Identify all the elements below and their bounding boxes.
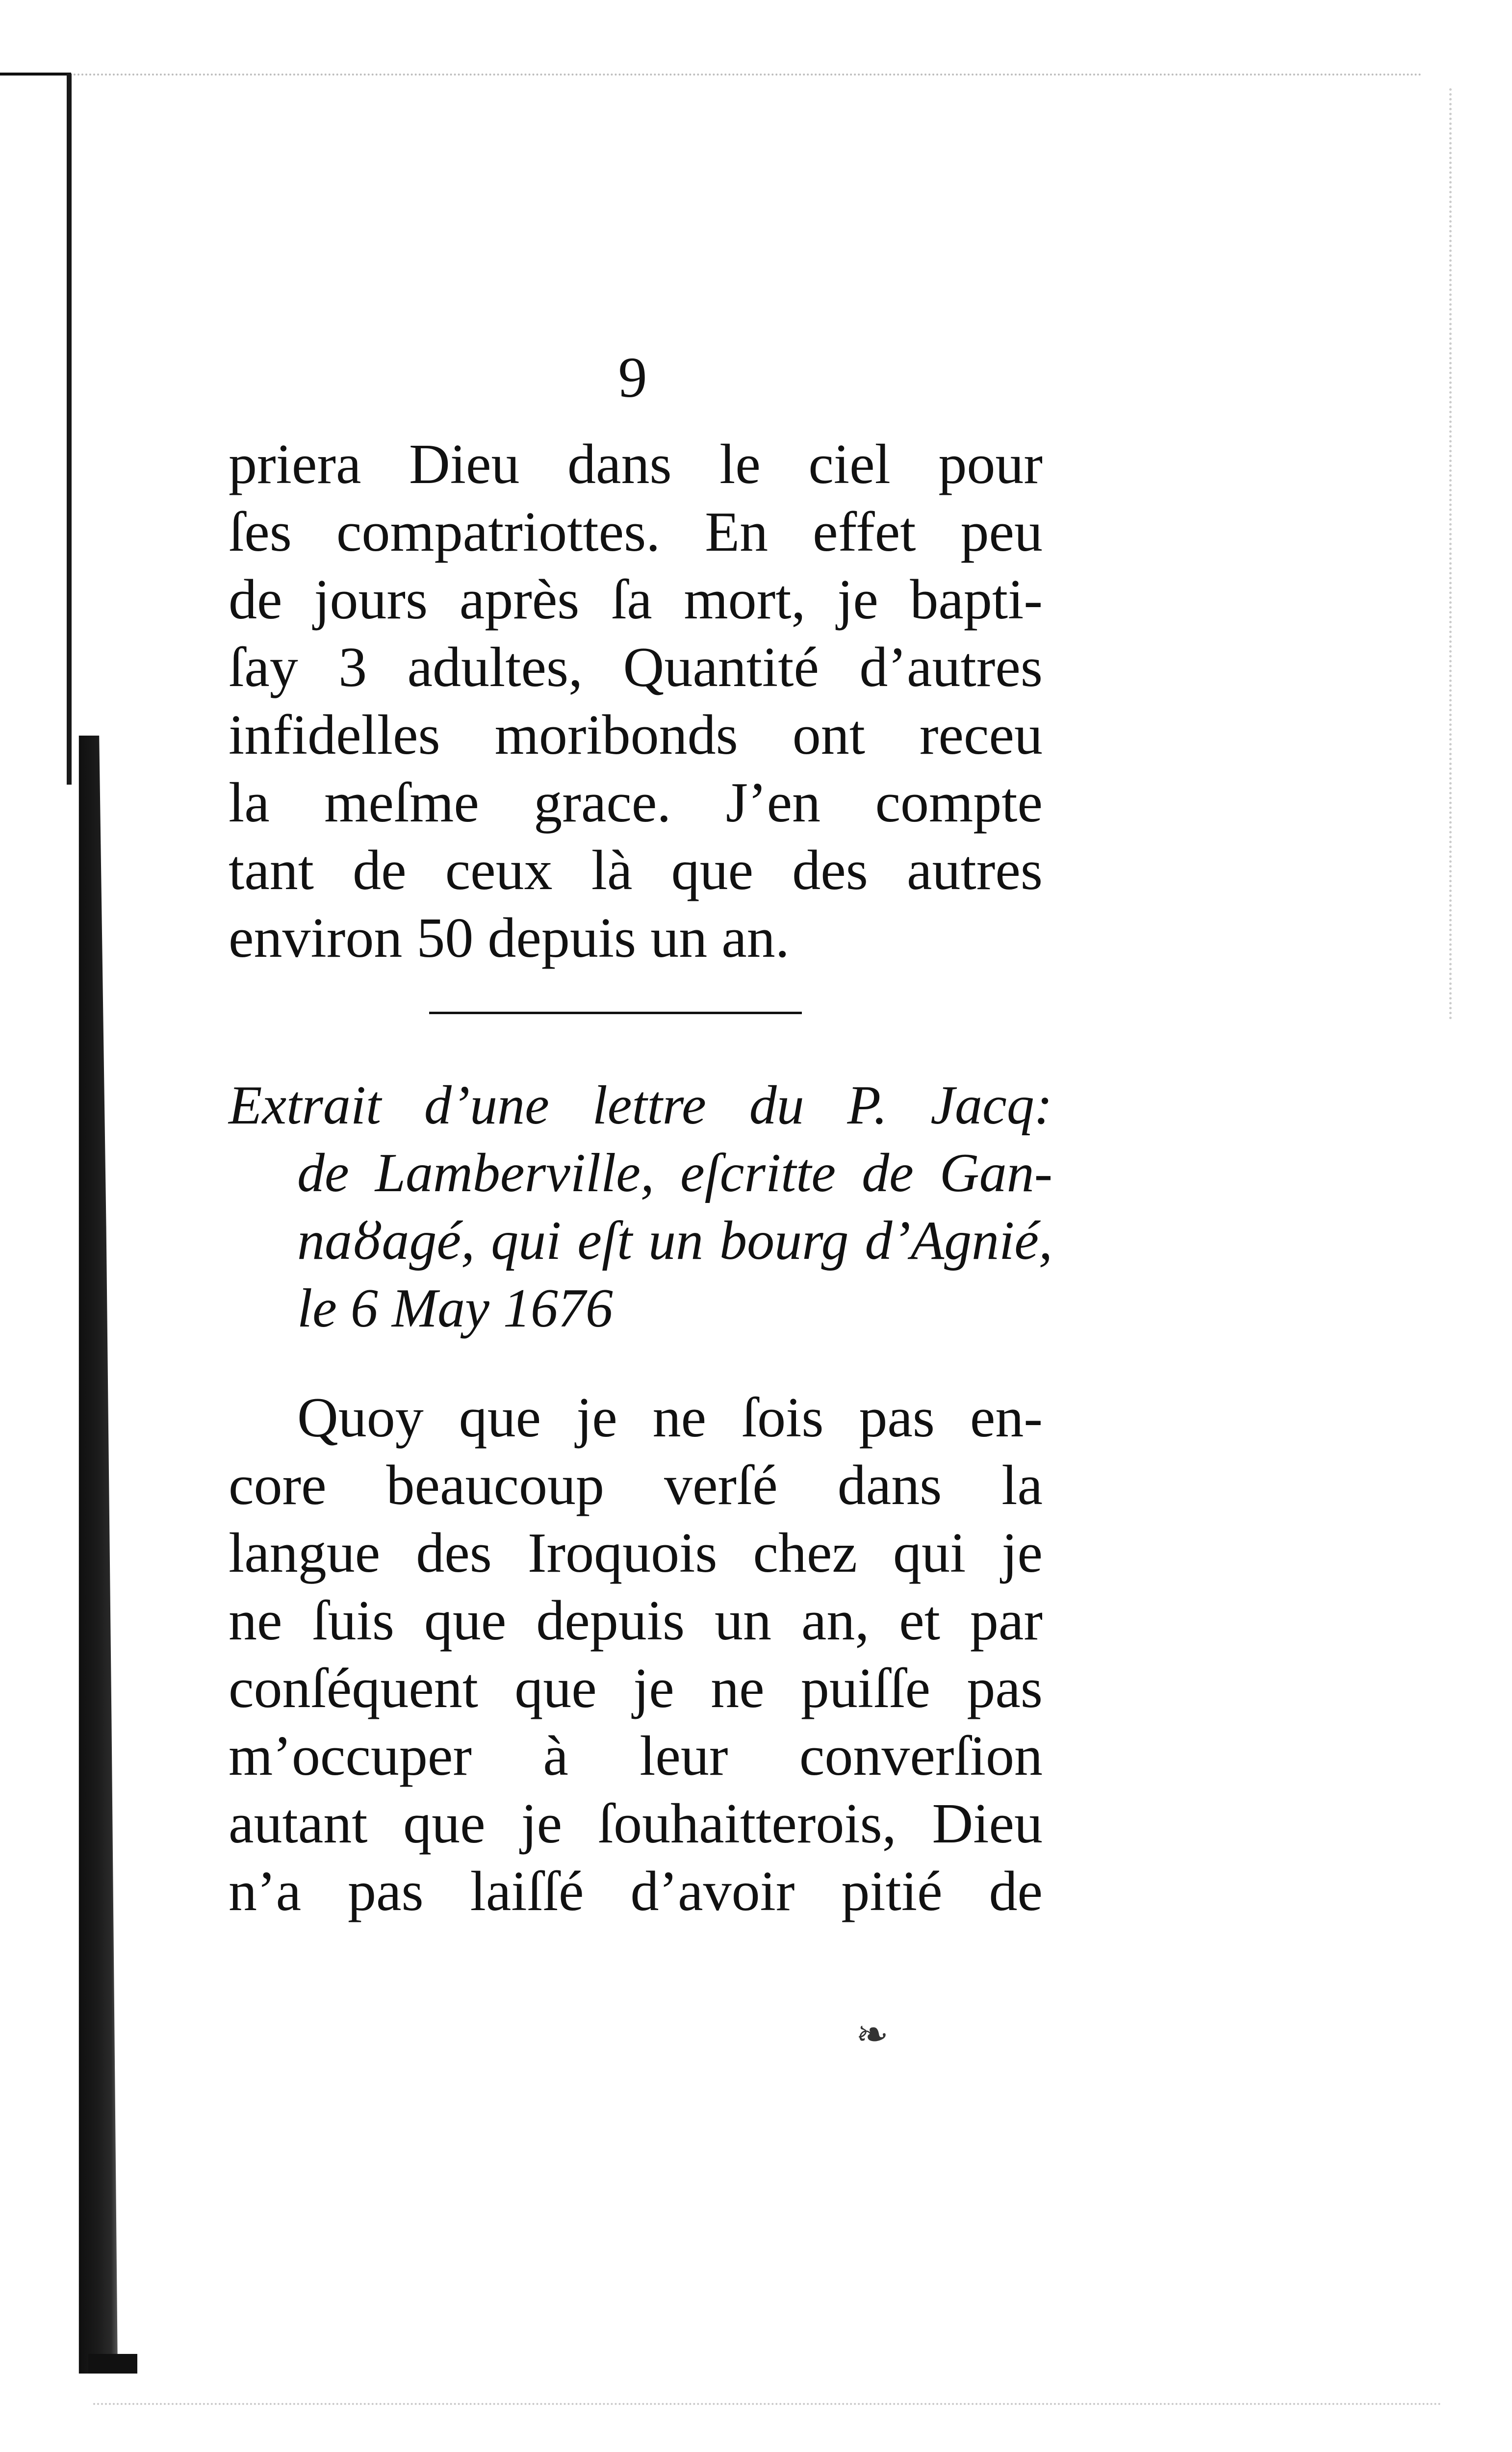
text-line: autant que je ſouhaitterois, Dieu — [229, 1792, 1043, 1855]
text-line: environ 50 depuis un an. — [229, 907, 790, 970]
paragraph-letter-body — [229, 1384, 1043, 1925]
section-separator — [429, 1012, 802, 1014]
text-line: ſay 3 adultes, Quantité d’autres — [229, 636, 1043, 699]
page-number: 9 — [618, 345, 647, 409]
heading-line: de Lamberville, eſcritte de Gan- — [297, 1143, 1052, 1203]
printer-mark-icon: ❧ — [856, 2014, 889, 2057]
text-line: ne ſuis que depuis un an, et par — [229, 1589, 1043, 1652]
text-line: tant de ceux là que des autres — [229, 839, 1043, 902]
text-line: la meſme grace. J’en compte — [229, 771, 1043, 834]
text-line: langue des Iroquois chez qui je — [229, 1522, 1043, 1584]
binding-edge-shadow — [74, 736, 118, 2374]
heading-line: naȣagé, qui eſt un bourg d’Agnié, — [297, 1210, 1052, 1271]
text-line: de jours après ſa mort, je bapti- — [229, 568, 1043, 631]
top-edge-speckle — [74, 74, 1422, 76]
top-edge-rule — [0, 73, 71, 76]
text-line: n’a pas laiſſé d’avoir pitié de — [229, 1860, 1043, 1923]
binding-edge-foot — [88, 2354, 137, 2374]
paragraph-continuation — [229, 431, 1043, 972]
text-line: ſes compatriottes. En effet peu — [229, 501, 1043, 563]
letter-heading — [229, 1072, 1052, 1342]
text-line: m’occuper à leur converſion — [229, 1725, 1043, 1788]
heading-line: Extrait d’une lettre du P. Jacq: — [229, 1075, 1052, 1136]
text-line: Quoy que je ne ſois pas en- — [297, 1386, 1043, 1449]
binding-edge-thin — [67, 74, 72, 785]
heading-line: le 6 May 1676 — [297, 1278, 613, 1339]
bottom-edge-speckle — [93, 2403, 1442, 2405]
text-line: priera Dieu dans le ciel pour — [229, 433, 1043, 496]
text-line: core beaucoup verſé dans la — [229, 1454, 1043, 1517]
text-line: infidelles moribonds ont receu — [229, 704, 1043, 766]
text-line: conſéquent que je ne puiſſe pas — [229, 1657, 1043, 1720]
right-edge-speckle — [1449, 88, 1452, 1020]
